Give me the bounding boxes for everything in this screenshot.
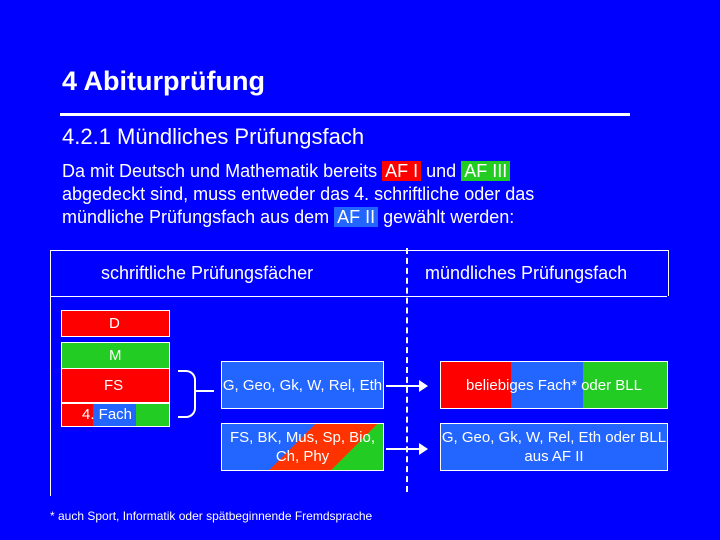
arrow-right-icon — [386, 448, 426, 450]
curly-brace — [178, 370, 196, 418]
arrow-right-icon — [386, 385, 426, 387]
paragraph-line-1 — [62, 160, 534, 183]
table-left-border — [50, 296, 51, 496]
curly-brace-tip — [194, 390, 214, 392]
slide-subtitle: 4.2.1 Mündliches Prüfungsfach — [62, 124, 365, 149]
af3-highlight: AF III — [461, 161, 510, 181]
af2-highlight: AF II — [334, 207, 378, 227]
header-oral-subject: mündliches Prüfungsfach — [425, 263, 628, 283]
oral-option-any-subject-label: beliebiges Fach* oder BLL — [466, 376, 642, 394]
option-box-languages-arts-sciences — [221, 423, 384, 471]
paragraph-line-2: abgedeckt sind, muss entweder das 4. schriftliche oder das — [62, 184, 535, 204]
footnote: * auch Sport, Informatik oder spätbeginnende Fremdsprache — [50, 509, 373, 523]
line3-text-a: mündliche Prüfungsfach aus dem — [62, 207, 335, 227]
line3-text-b: gewählt werden: — [378, 207, 515, 227]
column-divider-dashed — [406, 248, 408, 492]
oral-option-any-subject — [440, 361, 668, 409]
option-social-sciences-label: G, Geo, Gk, W, Rel, Eth — [222, 376, 383, 394]
subject-box-m: M — [61, 342, 170, 369]
subject-box-d: D — [61, 310, 170, 337]
oral-option-social-sciences — [440, 423, 668, 471]
af1-highlight: AF I — [382, 161, 421, 181]
table-header-bottom-line — [50, 296, 667, 297]
option-box-social-sciences — [221, 361, 384, 409]
oral-option-social-sciences-label: G, Geo, Gk, W, Rel, Eth oder BLL aus AF II — [441, 429, 667, 465]
paragraph-line-3 — [62, 206, 534, 229]
slide-title: 4 Abiturprüfung — [62, 66, 265, 96]
intro-paragraph — [62, 160, 534, 229]
line1-text-b: und — [421, 161, 462, 181]
option-languages-arts-sciences-label: FS, BK, Mus, Sp, Bio, Ch, Phy — [229, 429, 376, 465]
subject-box-4th: 4. Fach — [61, 403, 170, 427]
title-divider — [60, 113, 630, 116]
header-written-subjects: schriftliche Prüfungsfächer — [101, 263, 314, 283]
subject-box-fs: FS — [61, 368, 170, 403]
line1-text-a: Da mit Deutsch und Mathematik bereits — [62, 161, 383, 181]
